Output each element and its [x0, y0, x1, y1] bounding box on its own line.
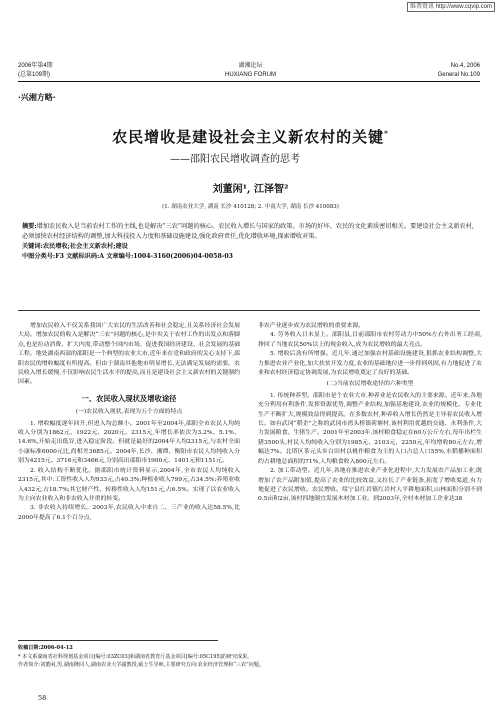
body-paragraph: 5. 增收后劲有所增强。近几年,通过加强农村基础设施建设,狠抓农业结构调整,大力推进农业产业化,加大扶贫开发力度,农业的基础地位进一步得到巩固,有力地促进了农业和农村经济稳定协调发展,为农民增收奠定了良好的基础。 — [258, 351, 482, 377]
column-tag: ·兴湘方略· — [18, 92, 56, 102]
header-year: 2006年第4期 — [18, 63, 53, 69]
received-date: 收稿日期:2006-04-12 — [18, 645, 73, 651]
journal-name-cn: 湖湘论坛 — [238, 63, 263, 69]
footnote-rule — [18, 640, 218, 641]
body-paragraph: 1. 增收幅度逐年回升,但进入均总额小。2001年至2004年,邵阳全市农民人均纯收入分别为1862元、1922元、2020元、2315元,年增长率依次为3.2%、5.1%、14.6%,开始走出低谷,进入稳定阶段。但就是最好的2004年人均2315元,与农村全面小康标准6000元比,尚相差3685元。2004年,长沙、湘潭、衡阳市农民人均纯收入分别为4215元、3716元和3466元,分别高出邵阳市1900元、1401元和1151元。 — [18, 420, 240, 465]
body-paragraph: 增加农民收入不仅关系我国广大农民的生活改善和社会稳定,且关系经济社会发展大局。增加农民的收入是解决“三农”问题的核心,是中央关于农村工作的出发点和落脚点,也是拉动消费、扩大内需,带动整个国内市场、促进我国经济建设、社会发展的基础工程。地处湖南西部的邵阳是一个典型的农业大市,近年来在党和政府的关心支持下,邵阳农民的增收幅度有所提高。但由于湖南其他地市明显增长,无法满足发展的需要。农民收入增长缓慢,不仅影响农民生活水平的提高,而且是建设社会主义新农村的关键制约因素。 — [18, 323, 240, 386]
header-general-no: General No.109 — [437, 72, 480, 78]
article-subtitle: ——邵阳农民增收调查的思考 — [170, 154, 300, 165]
subsection-heading: (一)农民收入现状,表现为五个方面的特点 — [75, 409, 183, 416]
title-footnote-mark: * — [384, 129, 389, 138]
keywords: 关键词:农民增收;社会主义新农村;建设 — [22, 243, 128, 250]
abstract — [22, 222, 480, 242]
journal-name-en: HUXIANG FORUM — [225, 72, 276, 78]
subsection-heading: (二)当前农民增收途径的六种类型 — [326, 381, 414, 388]
abstract-rule — [18, 310, 480, 311]
header-rule — [18, 81, 480, 82]
body-paragraph: 1. 传统种养型。邵阳市是个农业大市,种养业是农民收入的主要来源。近年来,各地充分利用有利条件,发挥资源优势,调整产业结构,加强基地建设,农业的规模化、专业化生产不断扩大,规模效益得到提高。在多数农村,种养收入增长仍然是主导着农民收入增长。如有武冈“稻企”之称的武冈市湾头桥镇荷塘村,该村利用优越的交通、水利条件,大力发展粮食、生猪生产。2001年至2003年,该村粮食稳定在60万公斤左右,每年出栏生猪3500头,村民人均纯收入分别为1985元、2103元、2250元,年均增收80元左右,增幅达7%。北塔区茶元头乡白田村以桃作粮食为主的人口占总人口55%,水稻播种面积约占耕地总面积的71%,人均粮食收入800元左右。 — [258, 392, 482, 465]
section-heading: 一、农民收入现状及增收途径 — [81, 393, 177, 403]
abstract-text: 增加农民收入是当前农村工作的主线,也是解决“三农”问题的核心。农民收入增长与国家的政策、市场的好坏、农民的文化素质密切相关。要建设社会主义新农村,必须加快农村经济结构的调整,加大科技投入力度和基础设施建设,强化政府责任,优化增收环境,探索增收对策。 — [22, 223, 474, 240]
body-paragraph: 4. 劳务收入日末显上。邵阳县,目前邵阳市农村劳动力中50%左右外出务工经商,挣回了当地农民50%以上的现金收入,成为农民增收的最大亮点。 — [258, 332, 482, 348]
footnotes — [18, 644, 482, 670]
body-paragraph: 2. 加工带动型。近几年,各地在推进农业产业化进程中,大力发展农产品加工业,既增加了农产品附加值,提高了农业的比较效益,又拉长了产业链条,拓宽了增收渠道,有力地促进了农民增收。农民增收。绥宁县红岩镇红岩村人平耕地面积,山林面积分别不到0.5亩和2亩,该村四地制宜发展木材加工业。到2003年,全村木材加工企业达38 — [258, 468, 482, 503]
body-paragraph: 非农产业逐步成为农民增收的重要来源。 — [258, 323, 365, 329]
page-number: 58 — [38, 694, 47, 702]
authors: 刘董闲¹, 江泽智² — [212, 184, 289, 195]
header-no: No.4, 2006 — [450, 63, 480, 69]
header-issue: (总第109期) — [18, 72, 51, 78]
abstract-block — [22, 222, 480, 262]
author-bio: 作者简介:刘董闲,男,湖南隆回人,湖南农业大学副教授,硕士生导师,主要研究方向:农业经济管理和“三农”问题。 — [18, 662, 264, 669]
left-column — [18, 322, 240, 523]
right-column — [258, 322, 482, 505]
body-paragraph: 3. 非农收入持续增长。2003年,农民收入中来自二、三产业的收入达58.5%,比2000年提高了6.1个百分点, — [18, 505, 240, 521]
source-watermark: 维普资讯 http://www.cqvip.com — [407, 2, 495, 12]
classification: 中图分类号:F3 文献标识码:A 文章编号:1004-3160(2006)04-0058-03 — [22, 253, 233, 260]
affiliations: (1. 湖南农业大学, 湖南 长沙 410128; 2. 中南大学, 湖南 长沙 410083) — [162, 204, 339, 210]
body-paragraph: 2. 收入结构不断优化。据邵阳市统计资料显示,2004年,全市农民人均纯收入2315元,其中:工资性收入人均933元,占40.3%;种植业收入799元,占34.5%;养殖业收入432元,占18.7%;其它财产性、转移性收入人均151元,占6.5%。实现了以农业收入为主向农业收入和非农收入并重的转变。 — [18, 467, 240, 502]
article-title — [0, 126, 501, 147]
title-text: 农民增收是建设社会主义新农村的关键 — [112, 128, 385, 146]
fund-note: * 本文系湖南省社科规划基金项目[编号:03ZC03]和湖南省教育厅基金项目[编号:05C195]的研究成果。 — [18, 653, 253, 660]
abstract-label: 摘要: — [22, 223, 37, 230]
